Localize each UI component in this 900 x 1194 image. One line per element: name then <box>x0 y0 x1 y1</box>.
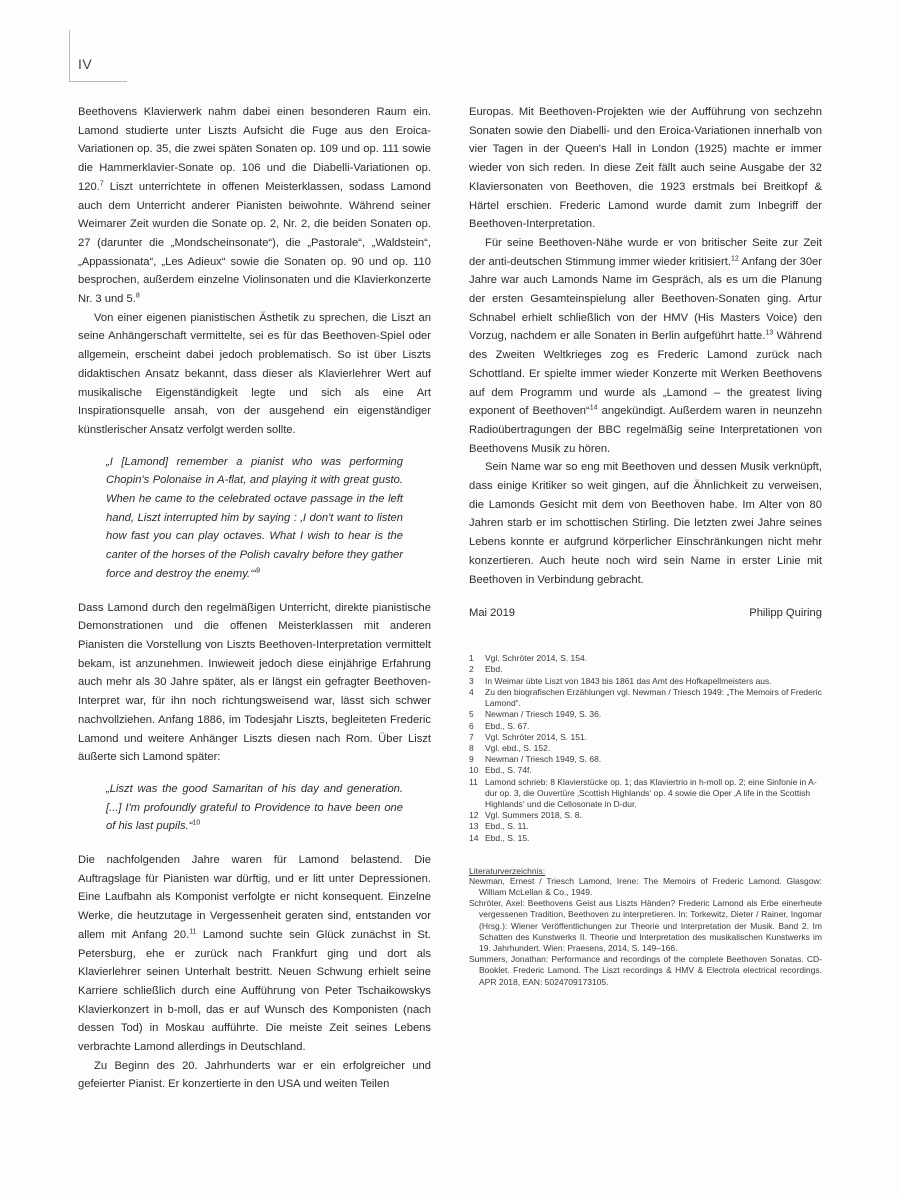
footnote-ref[interactable]: 10 <box>192 819 201 827</box>
footnote: 8 Vgl. ebd., S. 152. <box>469 742 551 753</box>
footnote-ref[interactable]: 8 <box>135 292 140 300</box>
reference-item: Schröter, Axel: Beethovens Geist aus Liszts Händen? Frederic Lamond als Erbe einerheute vergessenen Tradition, Beethoven zu interpretieren. In: Torkewitz, Dieter / Rainer, Ingomar (Hrsg.): Wiener Veröffentlichungen zur Theorie und Interpretation der Musik. Band 2. Im Schatten des Kunstwerks II. Theorie und Interpretation des musikalischen Kunstwerks im 19. Jahrhundert. Wien: Praesens, 2014, S. 149–166. <box>469 898 822 953</box>
paragraph: Zu Beginn des 20. Jahrhunderts war er ein erfolgreicher und gefeierter Pianist. Er konzertierte in den USA und weiten Teilen <box>78 1059 431 1091</box>
block-quote: „Liszt was the good Samaritan of his day and generation. [...] I'm profoundly grateful to Providence to have been one of his last pupils.“$^{10}$ <box>106 782 403 833</box>
footnote: 6 Ebd., S. 67. <box>469 720 530 731</box>
paragraph: Beethovens Klavierwerk nahm dabei einen besonderen Raum ein. Lamond studierte unter Liszts Aufsicht die Fuge aus den Eroica-Variationen op. 35, die zwei späten Sonaten op. 109 und op. 111 sowie die Hammerklavier-Sonate op. 106 und die Diabelli-Variationen op. 120.$^7$ Liszt unterrichtete in offenen Meisterklassen, sodass Lamond auch dem Unterricht anderer Pianisten beiwohnte. Während seiner Weimarer Zeit wurden die Sonate op. 2, Nr. 2, die beiden Sonaten op. 27 (darunter die „Mondscheinsonate“), die „Pastorale“, „Waldstein“, „Appassionata“, „Les Adieux“ sowie die Sonaten op. 90 und op. 110 besprochen, außerdem einzelne Violinsonaten und die Klavierkonzerte Nr. 3 und 5.$^8$ <box>78 106 431 306</box>
page-corner-rule-vertical <box>69 30 70 82</box>
references-list <box>469 876 822 988</box>
paragraph: Für seine Beethoven-Nähe wurde er von britischer Seite zur Zeit der anti-deutschen Stimmung immer wieder kritisiert.$^{12}$ Anfang der 30er Jahre war auch Lamonds Name im Gespräch, als es um die Planung der ersten Gesamteinspielung aller Beethoven-Sonaten ging. Artur Schnabel erhielt schließlich von der HMV (His Masters Voice) den Vorzug, nachdem er alle Sonaten in Berlin aufgeführt hatte.$^{13}$ Während des Zweiten Weltkrieges zog es Frederic Lamond zurück nach Schottland. Er spielte immer wieder Konzerte mit Werken Beethovens auf dem Programm und wurde als „Lamond – the greatest living exponent of Beethoven“$^{14}$ angekündigt. Außerdem waren in neunzehn Radioübertragungen der BBC regelmäßig seine Interpretationen von Beethovens Musik zu hören. <box>469 236 822 455</box>
footnote-ref[interactable]: 7 <box>99 180 104 188</box>
footnote: 13 Ebd., S. 11. <box>469 821 529 832</box>
paragraph: Die nachfolgenden Jahre waren für Lamond belastend. Die Auftragslage für Pianisten war dürftig, und er litt unter Depressionen. Eine Laufbahn als Komponist verfolgte er nicht konsequent. Einzelne Werke, die heutzutage in Vergessenheit geraten sind, entstanden vor allem mit Anfang 20.11 Lamond suchte sein Glück zunächst in St. Petersburg, ehe er zurück nach Frankfurt ging und dort als Klavierlehrer seinen Unterhalt bestritt. Neuen Schwung erhielt seine Karriere schließlich durch eine Aufführung von Peter Tschaikowskys Klavierkonzert in b-moll, das er auf Wunsch des Komponisten (nach dessen Tod) in Moskau aufführte. Die meiste Zeit seines Lebens verbrachte Lamond allerdings in Deutschland. <box>78 854 431 1054</box>
paragraph: Dass Lamond durch den regelmäßigen Unterricht, direkte pianistische Demonstrationen und die offenen Meisterklassen mit anderen Pianisten die Vorstellung von Liszts Beethoven-Interpretation vermittelt bekam, ist anzunehmen. Inwieweit jedoch diese einjährige Erfahrung auch mehr als 30 Jahre später, als er längst ein gefragter Beethoven-Interpret war, für ihn noch richtungsweisend war, lässt sich schwer nachvollziehen. Anfang 1886, im Todesjahr Liszts, begleiteten Frederic Lamond und weitere Anhänger Liszts diesen nach Rom. Über Liszt äußerte sich Lamond später: <box>78 601 431 764</box>
footnote: 10 Ebd., S. 74f. <box>469 765 532 776</box>
footnote-ref[interactable]: 11 <box>189 928 197 936</box>
footnote: 7 Vgl. Schröter 2014, S. 151. <box>469 731 588 742</box>
footnote: 2 Ebd. <box>469 664 503 675</box>
footnote: 12 Vgl. Summers 2018, S. 8. <box>469 810 582 821</box>
footnote: 3 In Weimar übte Liszt von 1843 bis 1861 das Amt des Hofkapellmeisters aus. <box>469 675 772 686</box>
footnotes <box>469 653 822 843</box>
paragraph: Von einer eigenen pianistischen Ästhetik zu sprechen, die Liszt an seine Anhängerschaft vermittelte, sei es für das Beethoven-Spiel oder allgemein, erscheint dabei jedoch problematisch. So ist über Liszts didaktischen Ansatz bekannt, dass dieser als Klavierlehrer Wert auf musikalische Eigenständigkeit legte und sich als eine Art Inspirationsquelle ansah, von der ausgehend ein eigenständiger künstlerischer Ansatz verfolgt werden sollte. <box>78 311 431 436</box>
paragraph: Europas. Mit Beethoven-Projekten wie der Aufführung von sechzehn Sonaten sowie den Diabelli- und den Eroica-Variationen innerhalb von vier Tagen in der Queen's Hall in London (1925) machte er immer wieder von sich reden. In diese Zeit fällt auch seine Ausgabe der 32 Klaviersonaten von Beethoven, die 1923 erstmals bei Breitkopf & Härtel erschien. Frederic Lamond wurde damit zum Inbegriff der Beethoven-Interpretation. <box>469 106 822 231</box>
references-heading: Literaturverzeichnis: <box>469 865 546 876</box>
footnote-ref[interactable]: 14 <box>589 404 598 412</box>
page-number: IV <box>78 56 93 72</box>
footnote: 4 Zu den biografischen Erzählungen vgl. Newman / Triesch 1949: „The Memoirs of Frederic Lamond“. <box>469 686 822 709</box>
footnote: 1 Vgl. Schröter 2014, S. 154. <box>469 653 588 664</box>
footnote-ref[interactable]: 13 <box>765 329 774 337</box>
page-corner-rule-horizontal <box>69 81 127 82</box>
footnote-ref[interactable]: 9 <box>256 567 261 575</box>
footnote: 11 Lamond schrieb: 8 Klavierstücke op. 1; das Klaviertrio in h-moll op. 2; eine Sinfonie in A-dur op. 3, die Ouvertüre ‚Scottish Highlands‘ op. 4 sowie die Oper ‚A life in the Scottish Highlands‘ und die Cellosonate in D-dur. <box>469 776 817 809</box>
reference-item: Newman, Ernest / Triesch Lamond, Irene: The Memoirs of Frederic Lamond. Glasgow: William McLellan & Co., 1949. <box>469 875 822 897</box>
date: Mai 2019 <box>469 607 516 620</box>
signature-row <box>469 607 822 619</box>
block-quote: „I [Lamond] remember a pianist who was performing Chopin's Polonaise in A-flat, and playing it with great gusto. When he came to the celebrated octave passage in the left hand, Liszt interrupted him by saying : ‚I don't want to listen how fast you can play octaves. What I wish to hear is the canter of the horses of the Polish cavalry before they gather force and destroy the enemy.‘“$^9$ <box>106 455 403 580</box>
author: Philipp Quiring <box>749 607 822 620</box>
footnote: 14 Ebd., S. 15. <box>469 832 530 843</box>
footnote: 9 Newman / Triesch 1949, S. 68. <box>469 754 602 765</box>
paragraph: Sein Name war so eng mit Beethoven und dessen Musik verknüpft, dass einige Kritiker so weit gingen, auf die Ähnlichkeit zu verweisen, die Lamonds Gesicht mit dem von Beethoven habe. Im Alter von 80 Jahren starb er im schottischen Stirling. Die letzten zwei Jahre seines Lebens konnte er aufgrund körperlicher Einschränkungen nicht mehr konzertieren. Auch heute noch wird sein Name in erster Linie mit Beethoven in Verbindung gebracht. <box>469 461 822 586</box>
footnote: 5 Newman / Triesch 1949, S. 36. <box>469 709 602 720</box>
right-column <box>469 103 822 988</box>
footnote-ref[interactable]: 12 <box>730 254 739 262</box>
left-column <box>78 103 431 1094</box>
reference-item: Summers, Jonathan: Performance and recordings of the complete Beethoven Sonatas. CD-Booklet. Frederic Lamond. The Liszt recordings & HMV & Electrola electrical recordings. APR 2018, EAN: 5024709173105. <box>469 954 822 987</box>
